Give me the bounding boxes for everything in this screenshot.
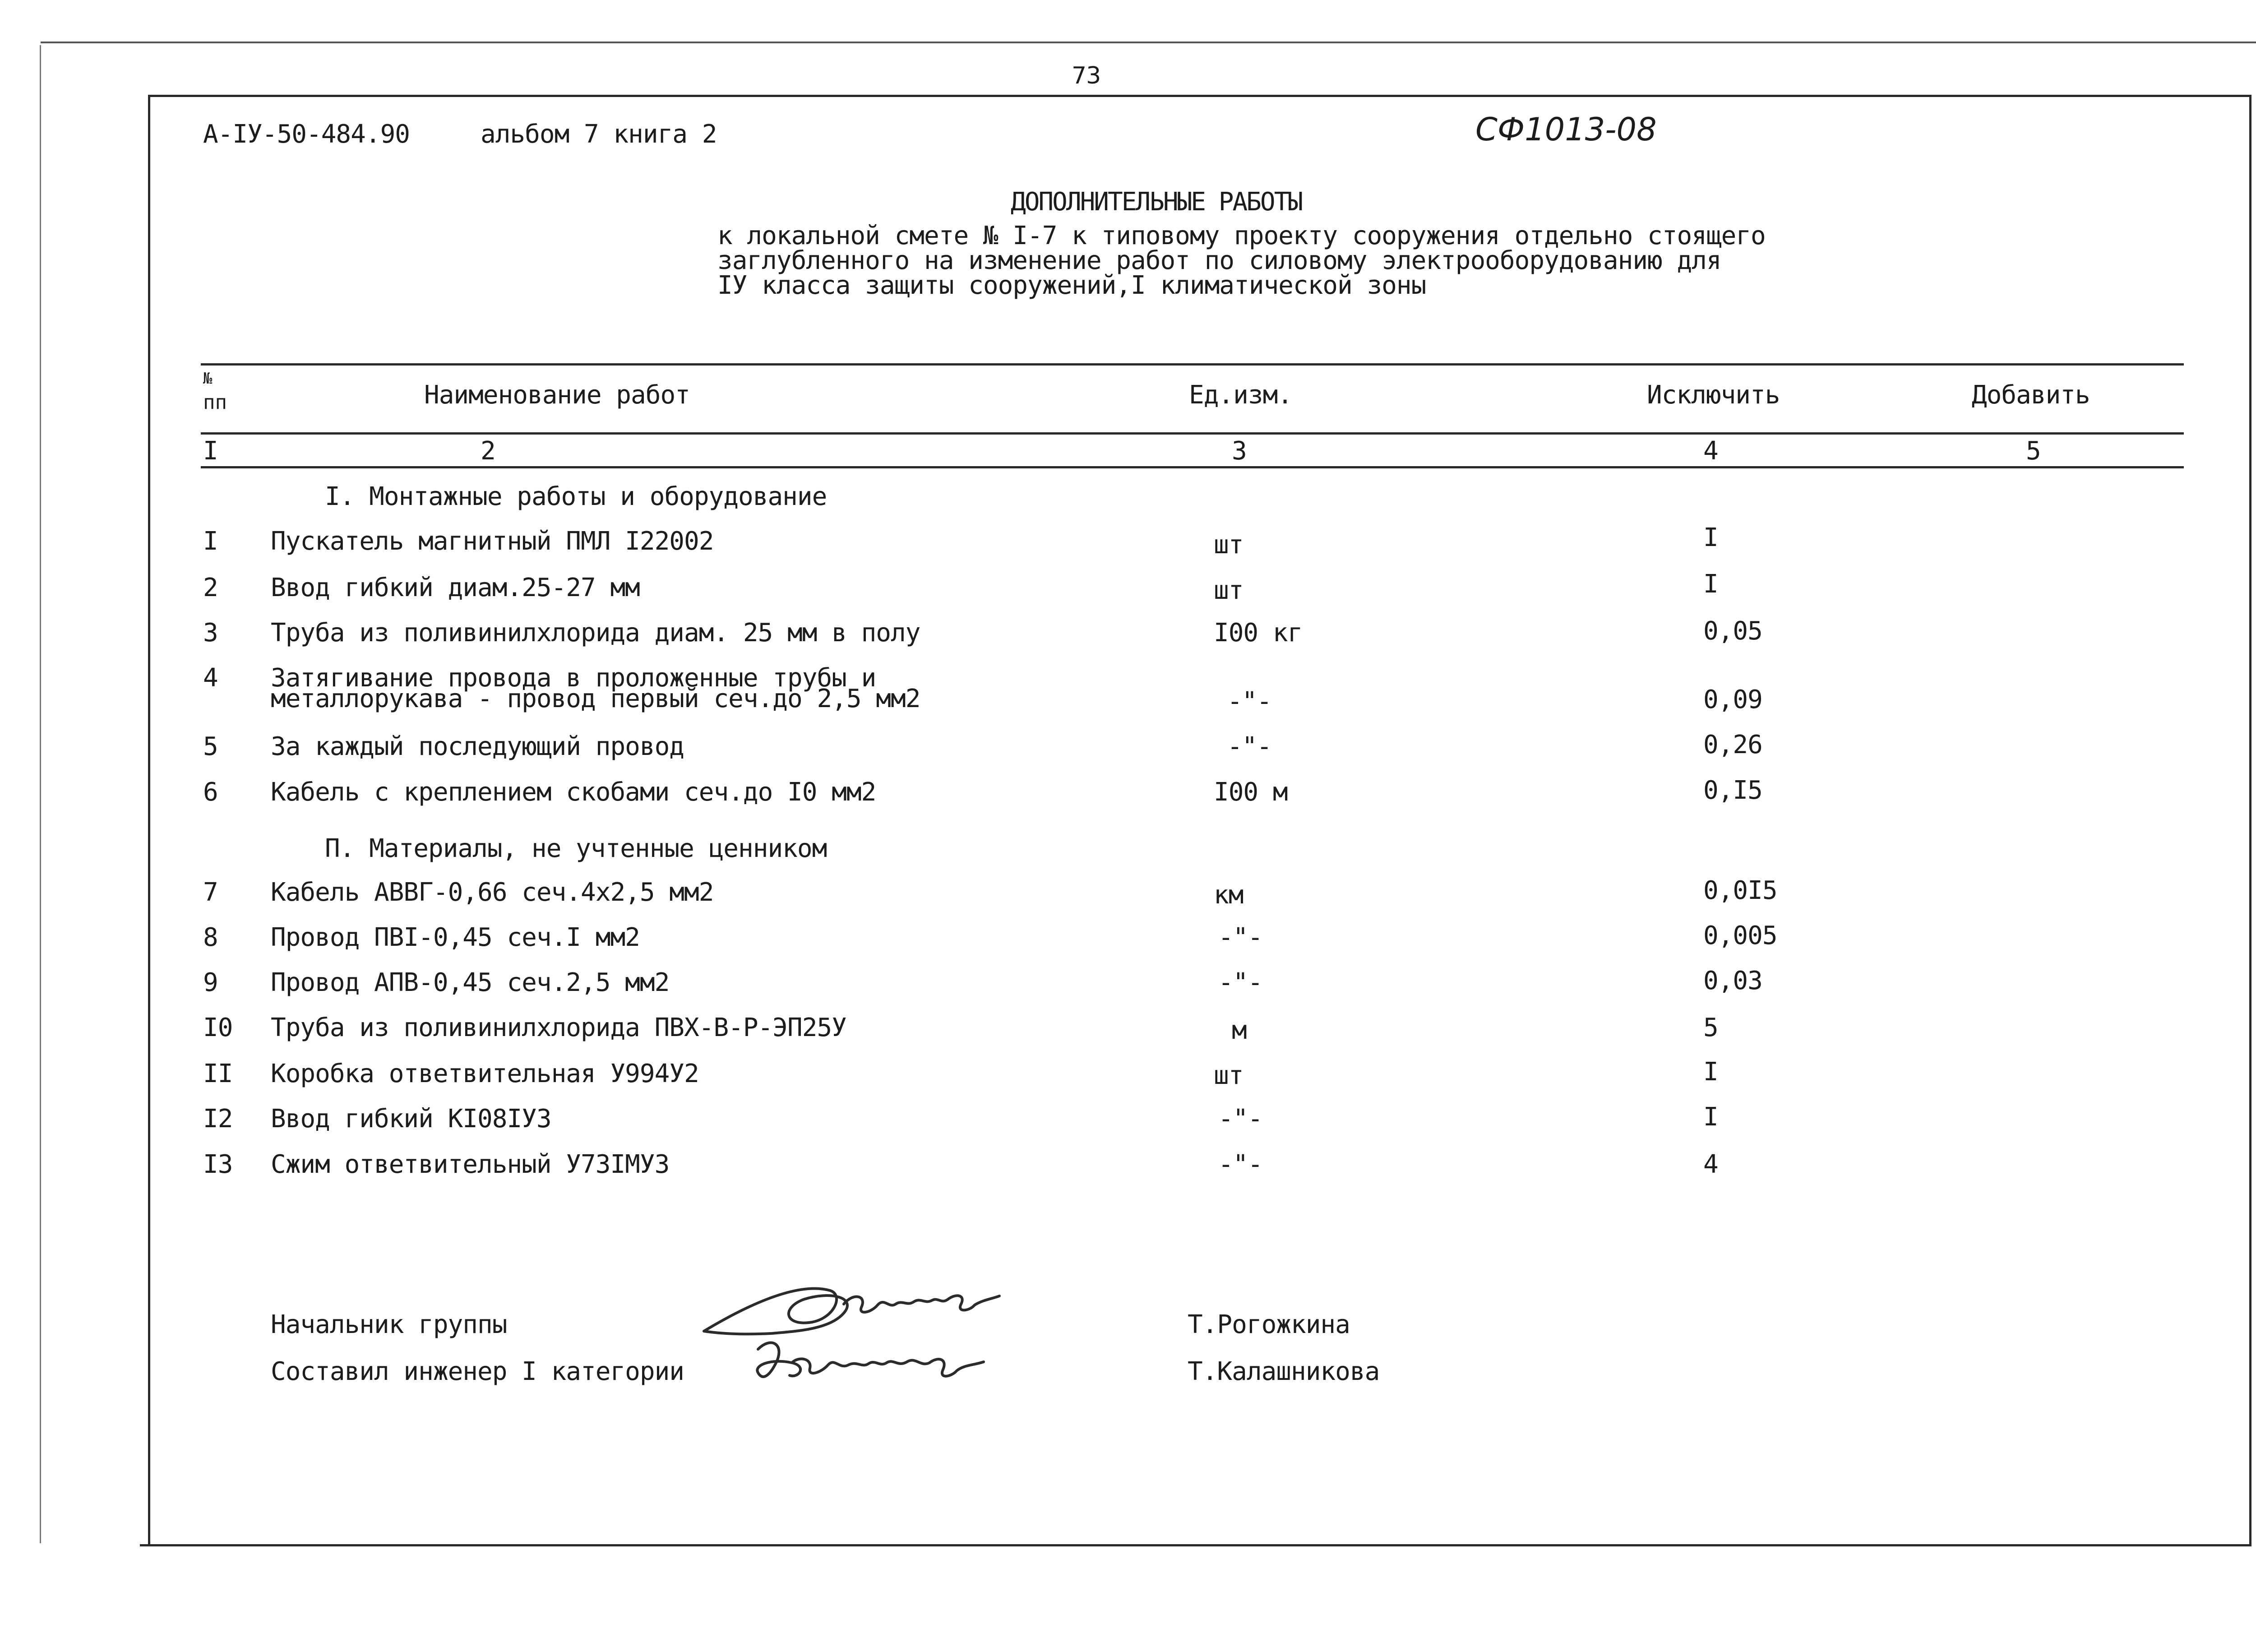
signature-name-1: Т.Рогожкина <box>1188 1310 1350 1339</box>
row-exclude: I <box>1703 523 1718 552</box>
col-number-3: 3 <box>1232 436 1247 466</box>
row-name: Ввод гибкий КI08IУЗ <box>271 1104 551 1134</box>
signature-name-2: Т.Калашникова <box>1188 1357 1380 1386</box>
row-unit: шт <box>1214 530 1244 560</box>
table-row <box>0 663 2256 716</box>
row-exclude: 5 <box>1703 1013 1718 1042</box>
table-row <box>0 876 2256 910</box>
row-unit: -"- <box>1218 1150 1263 1179</box>
row-name: Затягивание провода в проложенные трубы и <box>271 663 876 693</box>
row-unit: -"- <box>1218 968 1263 997</box>
row-num: I0 <box>203 1013 233 1042</box>
header-exclude: Исключить <box>1647 380 1780 410</box>
document-code: А-IУ-50-484.90 <box>203 120 410 149</box>
section-title-2: П. Материалы, не учтенные ценником <box>325 834 827 863</box>
row-num: I2 <box>203 1104 233 1134</box>
row-exclude: 0,0I5 <box>1703 876 1777 905</box>
col-number-4: 4 <box>1703 436 1718 466</box>
row-name: Провод АПВ-0,45 сеч.2,5 мм2 <box>271 968 670 997</box>
row-unit: -"- <box>1218 923 1263 952</box>
row-unit: I00 м <box>1214 777 1288 807</box>
table-colnum-bottom-line <box>201 466 2184 468</box>
row-name: За каждый последующий провод <box>271 732 684 761</box>
title-line-3: IУ класса защиты сооружений,I климатической зоны <box>717 271 1426 300</box>
row-unit: -"- <box>1227 732 1272 761</box>
col-number-5: 5 <box>2026 436 2041 466</box>
row-exclude: 0,005 <box>1703 921 1777 950</box>
row-name: Труба из поливинилхлорида диам. 25 мм в полу <box>271 618 920 648</box>
row-exclude: 0,05 <box>1703 616 1762 646</box>
page-number: 73 <box>1072 62 1101 89</box>
row-name: Коробка ответвительная У994У2 <box>271 1059 699 1088</box>
row-num: 4 <box>203 663 218 693</box>
row-name: Сжим ответвительный У73IМУЗ <box>271 1150 670 1179</box>
table-row <box>0 569 2256 605</box>
row-name: Кабель с креплением скобами сеч.до I0 мм2 <box>271 777 876 807</box>
title-line-1: к локальной смете № I-7 к типовому проекту сооружения отдельно стоящего <box>717 221 1766 250</box>
table-row <box>0 776 2256 809</box>
frame-right <box>2249 95 2251 1546</box>
row-name-continued: металлорукава - провод первый сеч.до 2,5 мм2 <box>271 684 920 713</box>
row-unit: шт <box>1214 576 1244 605</box>
section-title-1: I. Монтажные работы и оборудование <box>325 482 827 511</box>
table-row <box>0 966 2256 999</box>
row-unit: I00 кг <box>1214 618 1303 648</box>
row-exclude: 0,26 <box>1703 730 1762 759</box>
row-num: 6 <box>203 777 218 807</box>
table-row <box>0 1057 2256 1090</box>
row-name: Провод ПВI-0,45 сеч.I мм2 <box>271 923 640 952</box>
table-header-bottom-line <box>201 432 2184 435</box>
table-row <box>0 523 2256 560</box>
header-num-top: № <box>203 370 213 388</box>
row-num: 3 <box>203 618 218 648</box>
title-line-2: заглубленного на изменение работ по силовому электрооборудованию для <box>717 246 1721 275</box>
frame-bottom <box>140 1544 2251 1546</box>
row-num: 5 <box>203 732 218 761</box>
row-name: Труба из поливинилхлорида ПВХ-В-Р-ЭП25У <box>271 1013 846 1042</box>
col-number-1: I <box>203 436 218 466</box>
table-row <box>0 1102 2256 1135</box>
col-number-2: 2 <box>481 436 495 466</box>
header-unit: Ед.изм. <box>1189 380 1293 410</box>
table-top-line <box>201 363 2184 366</box>
row-unit: -"- <box>1218 1104 1263 1134</box>
row-num: I <box>203 527 218 556</box>
header-add: Добавить <box>1972 380 2090 410</box>
row-exclude: I <box>1703 1102 1718 1132</box>
row-exclude: I <box>1703 569 1718 599</box>
row-num: 2 <box>203 573 218 602</box>
table-row <box>0 921 2256 954</box>
table-row <box>0 616 2256 649</box>
document-title: ДОПОЛНИТЕЛЬНЫЕ РАБОТЫ <box>1011 187 1302 217</box>
header-num-bottom: пп <box>203 391 227 414</box>
signature-role-2: Составил инженер I категории <box>271 1357 684 1386</box>
row-name: Кабель АВВГ-0,66 сеч.4х2,5 мм2 <box>271 878 714 907</box>
album-info: альбом 7 книга 2 <box>481 120 717 149</box>
row-num: I3 <box>203 1150 233 1179</box>
row-name: Ввод гибкий диам.25-27 мм <box>271 573 640 602</box>
header-name: Наименование работ <box>424 380 690 410</box>
row-unit: м <box>1232 1016 1247 1045</box>
row-num: 8 <box>203 923 218 952</box>
row-name: Пускатель магнитный ПМЛ I22002 <box>271 527 714 556</box>
handwritten-stamp: СФ1013-08 <box>1475 111 1657 148</box>
table-row <box>0 1015 2256 1044</box>
table-row <box>0 730 2256 763</box>
row-num: II <box>203 1059 233 1088</box>
frame-top <box>149 95 2251 97</box>
row-num: 9 <box>203 968 218 997</box>
table-row <box>0 1152 2256 1181</box>
handwritten-signatures <box>695 1254 1056 1390</box>
top-outer-line <box>41 42 2256 43</box>
row-unit: шт <box>1214 1061 1244 1090</box>
row-exclude: 0,I5 <box>1703 776 1762 805</box>
signature-role-1: Начальник группы <box>271 1310 507 1339</box>
frame-left <box>148 95 150 1546</box>
row-unit: -"- <box>1227 687 1272 716</box>
row-exclude: 4 <box>1703 1150 1718 1179</box>
row-exclude: 0,03 <box>1703 966 1762 995</box>
row-exclude: 0,09 <box>1703 685 1762 714</box>
row-num: 7 <box>203 878 218 907</box>
row-exclude: I <box>1703 1057 1718 1087</box>
row-unit: км <box>1214 880 1244 910</box>
